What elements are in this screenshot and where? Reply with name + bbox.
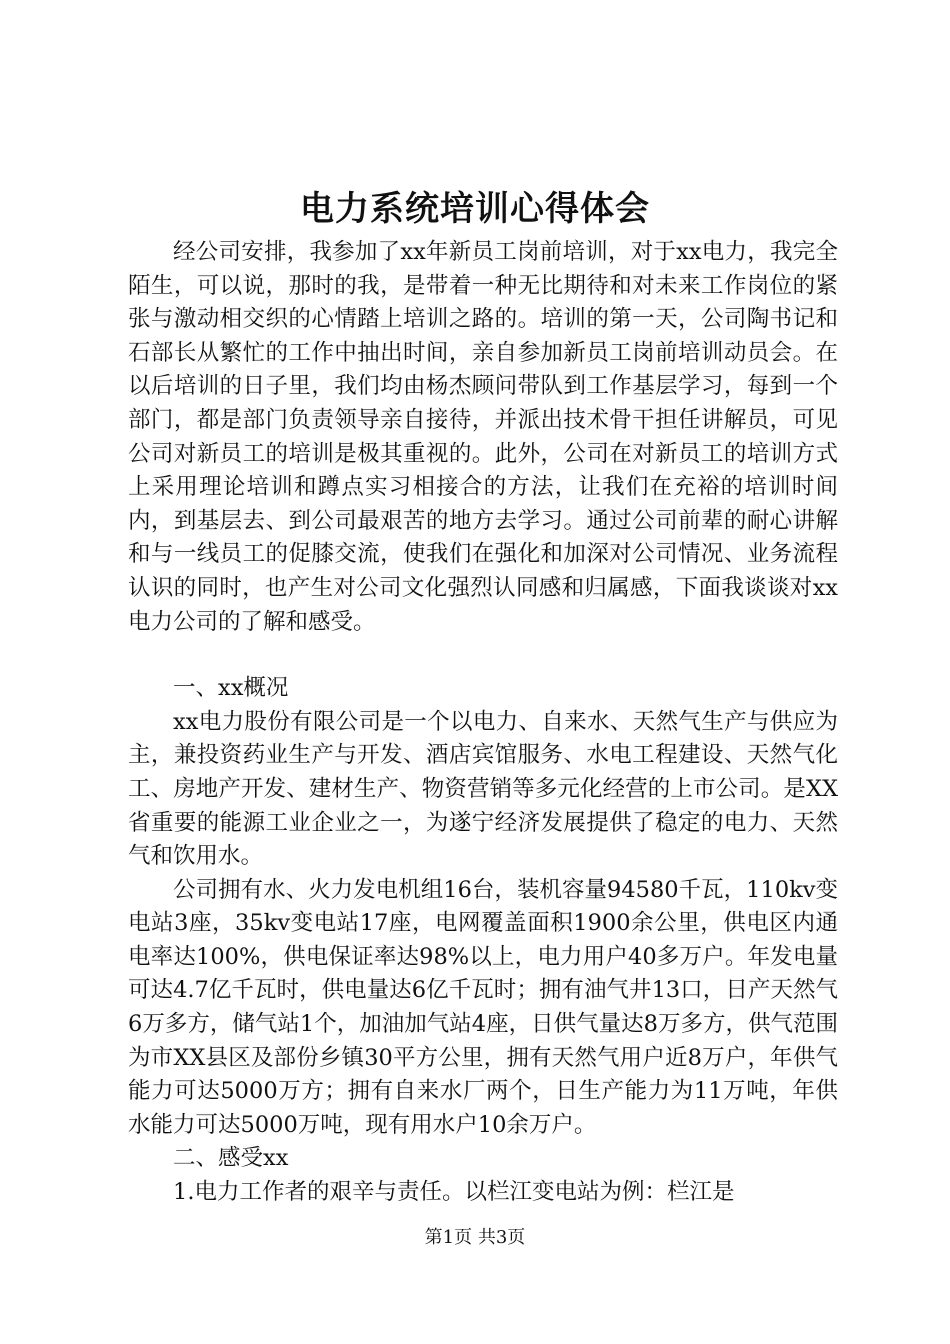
section-heading-overview: 一、xx概况 xyxy=(173,675,289,702)
paragraph-impression-1: 1.电力工作者的艰辛与责任。以栏江变电站为例：栏江是 xyxy=(173,1179,735,1206)
page-title: 电力系统培训心得体会 xyxy=(300,189,650,229)
document-body xyxy=(128,236,838,1210)
page-footer: 第1页 共3页 xyxy=(424,1227,526,1248)
paragraph-company-profile: xx电力股份有限公司是一个以电力、自来水、天然气生产与供应为主，兼投资药业生产与开发、酒店宾馆服务、水电工程建设、天然气化工、房地产开发、建材生产、物资营销等多元化经营的上市公司。是XX省重要的能源工业企业之一，为遂宁经济发展提供了稳定的电力、天然气和饮用水。 xyxy=(128,708,838,870)
paragraph-intro: 经公司安排，我参加了xx年新员工岗前培训，对于xx电力，我完全陌生，可以说，那时的我，是带着一种无比期待和对未来工作岗位的紧张与激动相交织的心情踏上培训之路的。培训的第一天，公司陶书记和石部长从繁忙的工作中抽出时间，亲自参加新员工岗前培训动员会。在以后培训的日子里，我们均由杨杰顾问带队到工作基层学习，每到一个部门，都是部门负责领导亲自接待，并派出技术骨干担任讲解员，可见公司对新员工的培训是极其重视的。此外，公司在对新员工的培训方式上采用理论培训和蹲点实习相接合的方法，让我们在充裕的培训时间内，到基层去、到公司最艰苦的地方去学习。通过公司前辈的耐心讲解和与一线员工的促膝交流，使我们在强化和加深对公司情况、业务流程认识的同时，也产生对公司文化强烈认同感和归属感，下面我谈谈对xx电力公司的了解和感受。 xyxy=(128,239,838,635)
section-heading-impressions: 二、感受xx xyxy=(173,1145,289,1172)
paragraph-company-capacity: 公司拥有水、火力发电机组16台，装机容量94580千瓦，110kv变电站3座，35kv变电站17座，电网覆盖面积1900余公里，供电区内通电率达100%，供电保证率达98%以上，电力用户40多万户。年发电量可达4.7亿千瓦时，供电量达6亿千瓦时；拥有油气井13口，日产天然气6万多方，储气站1个，加油加气站4座，日供气量达8万多方，供气范围为市XX县区及部份乡镇30平方公里，拥有天然气用户近8万户，年供气能力可达5000万方；拥有自来水厂两个，日生产能力为11万吨，年供水能力可达5000万吨，现有用水户10余万户。 xyxy=(128,876,838,1138)
